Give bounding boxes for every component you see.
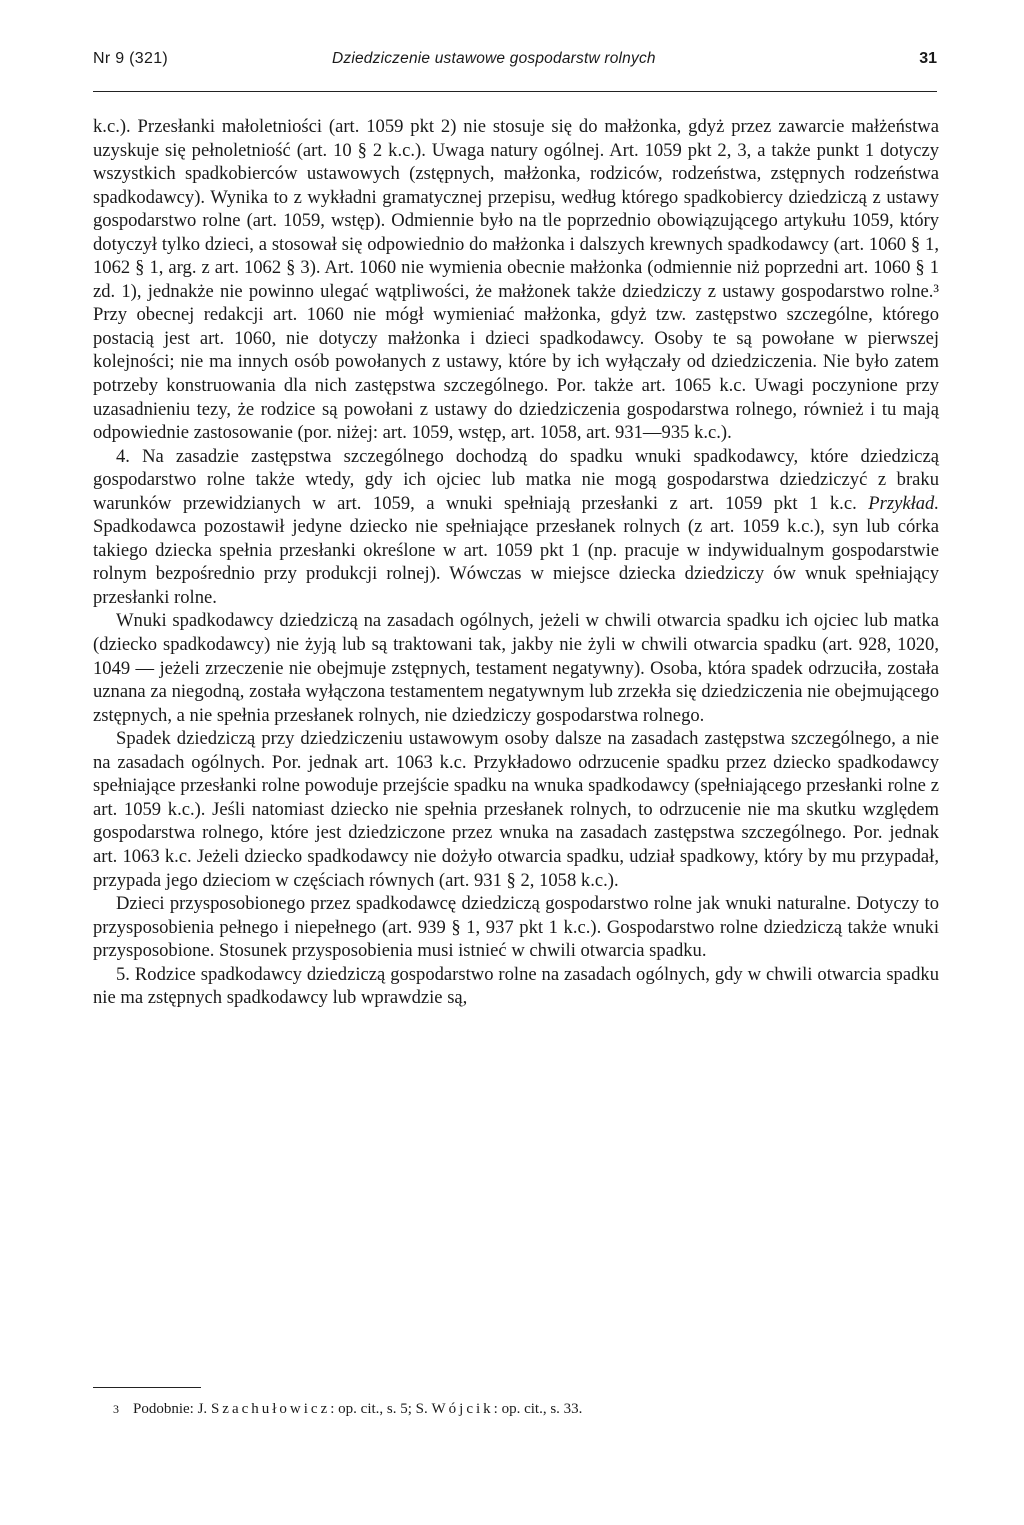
footnote-ref-1: : op. cit., s. 5; S.	[330, 1401, 428, 1417]
footnote-author-1: Szachułowicz	[210, 1401, 331, 1417]
example-label: Przykład.	[868, 492, 939, 514]
paragraph-2	[93, 445, 939, 610]
paragraph-5: Dzieci przysposobionego przez spadkodawcę dziedziczą gospodarstwo rolne jak wnuki naturalne. Dotyczy to przysposobienia pełnego i niepełnego (art. 939 § 1, 937 pkt 1 k.c.). Gospodarstwo rolne dziedziczą także wnuki przysposobione. Stosunek przysposobienia musi istnieć w chwili otwarcia spadku.	[93, 893, 939, 962]
paragraph-1: k.c.). Przesłanki małoletniości (art. 1059 pkt 2) nie stosuje się do małżonka, gdyż przez zawarcie małżeństwa uzyskuje się pełnoletniość (art. 10 § 2 k.c.). Uwaga natury ogólnej. Art. 1059 pkt 2, 3, a także punkt 1 dotyczy wszystkich spadkobierców ustawowych (zstępnych, małżonka, rodziców, rodzeństwa, zstępnych rodzeństwa spadkodawcy). Wynika to z wykładni gramatycznej przepisu, według którego spadkobiercy dziedziczą z ustawy gospodarstwo rolne (art. 1059, wstęp). Odmiennie było na tle poprzednio obowiązującego artykułu 1059, który dotyczył tylko dzieci, a stosował się odpowiednio do małżonka i dalszych krewnych spadkodawcy (art. 1060 § 1, 1062 § 1, arg. z art. 1062 § 3). Art. 1060 nie wymienia obecnie małżonka (odmiennie niż poprzedni art. 1060 § 1 zd. 1), jednakże nie powinno ulegać wątpliwości, że małżonek także dziedziczy z ustawy gospodarstwo rolne.³ Przy obecnej redakcji art. 1060 nie mógł wymieniać małżonka, gdyż tzw. zastępstwo szczególne, którego postacią jest art. 1060, nie dotyczy małżonka i dzieci spadkodawcy. Osoby te są powołane w pierwszej kolejności; nie ma innych osób powołanych z ustawy, które by ich wyłączały od dziedziczenia. Nie było zatem potrzeby konstruowania dla nich zastępstwa szczególnego. Por. także art. 1065 k.c. Uwagi poczynione przy uzasadnieniu tezy, że rodzice są powołani z ustawy do dziedziczenia gospodarstwa rolnego, również i tu mają odpowiednie zastosowanie (por. niżej: art. 1059, wstęp, art. 1058, art. 931—935 k.c.).	[93, 116, 939, 444]
running-header	[93, 50, 937, 86]
paragraph-6: 5. Rodzice spadkodawcy dziedziczą gospodarstwo rolne na zasadach ogólnych, gdy w chwili otwarcia spadku nie ma zstępnych spadkodawcy lub wprawdzie są,	[93, 963, 939, 1009]
paragraph-4: Spadek dziedziczą przy dziedziczeniu ustawowym osoby dalsze na zasadach zastępstwa szczególnego, a nie na zasadach ogólnych. Por. jednak art. 1063 k.c. Przykładowo odrzucenie spadku przez dziecko spadkodawcy spełniające przesłanki rolne powoduje przejście spadku na wnuka spadkodawcy (spełniającego przesłanki rolne z art. 1059 k.c.). Jeśli natomiast dziecko nie spełnia przesłanek rolnych, to odrzucenie nie ma skutku względem gospodarstwa rolnego, które jest dziedziczone przez wnuka na zasadach zastępstwa szczególnego. Por. jednak art. 1063 k.c. Jeżeli dziecko spadkodawcy nie dożyło otwarcia spadku, udział spadkowy, który by mu przypadał, przypada jego dzieciom w częściach równych (art. 931 § 2, 1058 k.c.).	[93, 728, 939, 891]
paragraph-2-part-1: 4. Na zasadzie zastępstwa szczególnego dochodzą do spadku wnuki spadkodawcy, które dziedziczą gospodarstwo rolne także wtedy, gdy ich ojciec lub matka nie mogą gospodarstwa dziedziczyć z braku warunków przewidzianych w art. 1059, a wnuki spełniają przesłanki z art. 1059 pkt 1 k.c.	[93, 445, 939, 514]
running-title: Dziedziczenie ustawowe gospodarstw rolnych	[332, 50, 656, 67]
footnote-rule	[93, 1387, 201, 1388]
footnote-author-2: Wójcik	[431, 1401, 494, 1417]
footnote-lead: Podobnie: J.	[133, 1401, 208, 1417]
paragraph-2-part-2: Spadkodawca pozostawił jedyne dziecko nie spełniające przesłanek rolnych (z art. 1059 k.c.), syn lub córka takiego dziecka spełnia przesłanki określone w art. 1059 pkt 1 (np. pracuje w indywidualnym gospodarstwie rolnym bezpośrednio przy produkcji rolnej). Wówczas w miejsce dziecka dziedziczy ów wnuk spełniający przesłanki rolne.	[93, 516, 939, 608]
body-text	[93, 115, 939, 1010]
page-number: 31	[919, 50, 937, 67]
issue-number: Nr 9 (321)	[93, 50, 169, 67]
footnote-mark: 3	[113, 1402, 119, 1416]
paragraph-3: Wnuki spadkodawcy dziedziczą na zasadach ogólnych, jeżeli w chwili otwarcia spadku ich ojciec lub matka (dziecko spadkodawcy) nie żyją lub są traktowani tak, jakby nie żyli w chwili otwarcia spadku (art. 928, 1020, 1049 — jeżeli zrzeczenie nie obejmuje zstępnych, testament negatywny). Osoba, która spadek odrzuciła, została uznana za niegodną, została wyłączona testamentem negatywnym lub zrzekła się dziedziczenia nie obejmującego zstępnych, a nie spełnia przesłanek rolnych, nie dziedziczy gospodarstwa rolnego.	[93, 610, 939, 726]
footnote-ref-2: : op. cit., s. 33.	[493, 1401, 583, 1417]
footnote	[113, 1399, 933, 1419]
header-rule	[93, 91, 937, 92]
